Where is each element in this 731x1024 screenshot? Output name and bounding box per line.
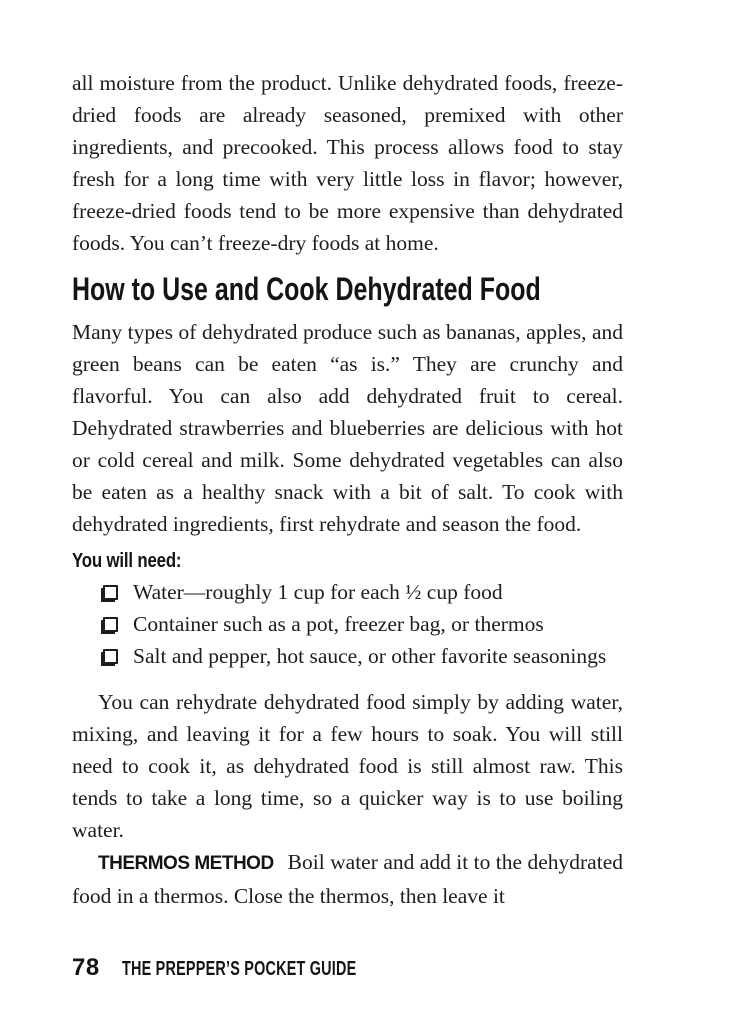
- book-title: THE PREPPER’S POCKET GUIDE: [121, 958, 357, 980]
- thermos-method-text: Boil water and add it to the dehydrated food in a thermos. Close the thermos, then leave it: [72, 850, 623, 908]
- rehydrate-paragraph: You can rehydrate dehydrated food simply by adding water, mixing, and leaving it for a few hours to soak. You will still need to cook it, as dehydrated food is still almost raw. This tends to take a long time, so a quicker way is to use boiling water.: [72, 690, 623, 842]
- section-heading: How to Use and Cook Dehydrated Food: [72, 271, 541, 307]
- page-number: 78: [72, 954, 100, 981]
- section-paragraph: Many types of dehydrated produce such as bananas, apples, and green beans can be eaten “as is.” They are crunchy and flavorful. You can also add dehydrated fruit to cereal. Dehydrated strawberries and blueberries are delicious with hot or cold cereal and milk. Some dehydrated vegetables can also be eaten as a healthy snack with a bit of salt. To cook with dehydrated ingredients, first rehydrate and season the food.: [72, 320, 623, 536]
- checklist: [72, 576, 623, 672]
- checklist-item: [103, 576, 623, 608]
- checklist-item: [103, 608, 623, 640]
- checkbox-icon: [103, 649, 118, 664]
- thermos-method-paragraph: [72, 846, 623, 912]
- checklist-label: You will need:: [72, 550, 182, 572]
- checklist-item-text: Salt and pepper, hot sauce, or other favorite seasonings: [133, 644, 607, 668]
- checkbox-icon: [103, 617, 118, 632]
- intro-paragraph: all moisture from the product. Unlike dehydrated foods, freeze-dried foods are already seasoned, premixed with other ingredients, and precooked. This process allows food to stay fresh for a long time with very little loss in flavor; however, freeze-dried foods tend to be more expensive than dehydrated foods. You can’t freeze-dry foods at home.: [72, 71, 623, 255]
- checklist-item: [103, 640, 623, 672]
- page-footer: [72, 954, 447, 982]
- checklist-item-text: Water—roughly 1 cup for each ½ cup food: [133, 580, 503, 604]
- checklist-item-text: Container such as a pot, freezer bag, or thermos: [133, 612, 544, 636]
- page-content: [72, 67, 623, 912]
- checkbox-icon: [103, 585, 118, 600]
- thermos-method-label: THERMOS METHOD: [98, 853, 274, 874]
